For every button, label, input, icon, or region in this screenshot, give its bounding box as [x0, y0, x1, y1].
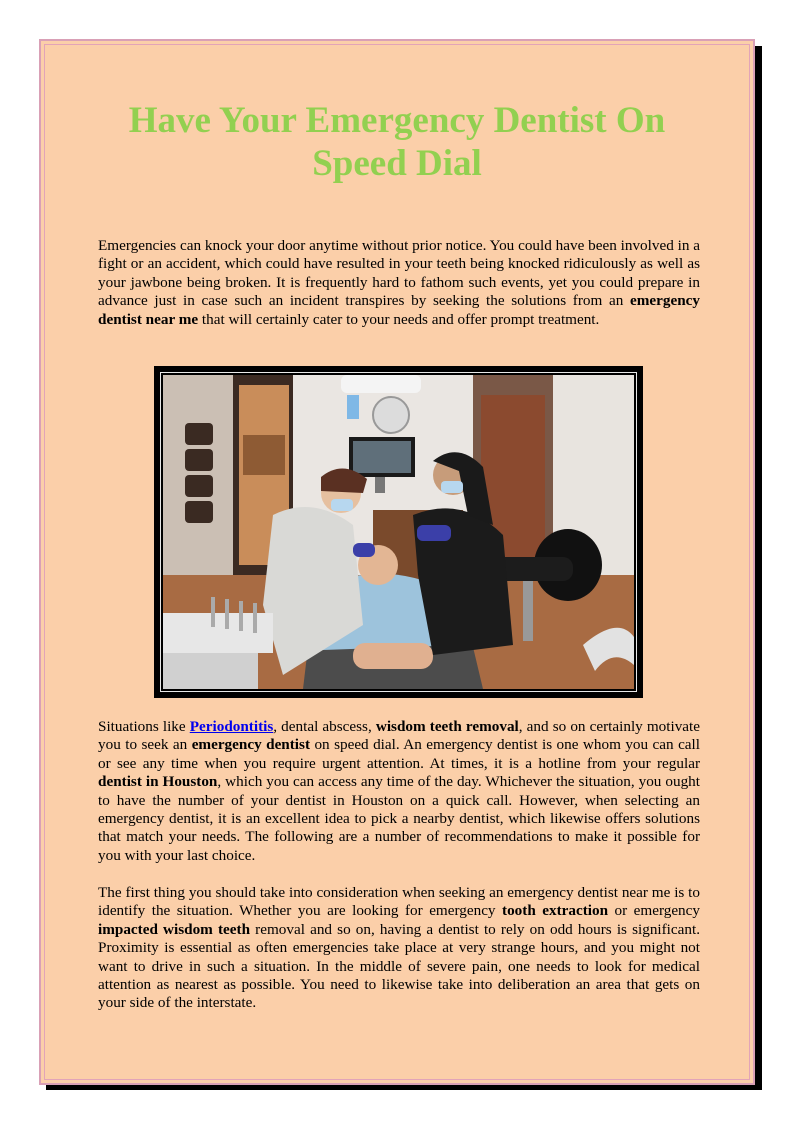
document-page — [39, 39, 755, 1085]
text-run: , dental abscess, — [273, 718, 376, 735]
text-run: removal and so on, having a dentist to rely on odd hours is significant. Proximity is essential as often emergencies take place at very strange hours, and you might not want to drive in such a situation. In the middle of severe pain, one needs to look for medical attention as nearest as possible. You need to likewise take into deliberation an area that gets on your side of the interstate. — [98, 920, 700, 1012]
intro-paragraph — [98, 237, 700, 329]
text-run: , and so on certainly motivate you to seek an — [98, 718, 701, 754]
bold-keyword: dentist in Houston — [98, 773, 218, 791]
bold-keyword: impacted wisdom teeth — [98, 920, 251, 938]
dental-procedure-photo-illustration — [163, 375, 634, 689]
text-run: Situations like — [98, 718, 190, 735]
dental-procedure-photo — [154, 366, 643, 698]
text-run: or emergency — [608, 902, 700, 920]
periodontitis-link[interactable]: Periodontitis — [189, 718, 274, 735]
bold-keyword: tooth extraction — [502, 902, 609, 920]
bold-keyword: emergency dentist — [191, 736, 310, 754]
body-paragraph-considerations — [98, 884, 700, 1013]
text-run: on speed dial. An emergency dentist is one whom you can call or see any time when you require urgent attention. At times, it is a hotline from your regular — [98, 736, 700, 772]
text-run: that will certainly cater to your needs and offer prompt treatment. — [198, 310, 600, 328]
text-run: Emergencies can knock your door anytime without prior notice. You could have been involved in a fight or an accident, which could have resulted in your teeth being knocked ridiculously as well as your jawbone being broken. It is frequently hard to fathom such events, yet you could prepare in advance just in case such an incident transpires by seeking the solutions from an — [98, 237, 700, 310]
bold-keyword: wisdom teeth removal — [375, 718, 519, 735]
page-title: Have Your Emergency Dentist On Speed Dial — [128, 100, 666, 184]
body-paragraph-situations — [98, 718, 700, 865]
photo-inner-border — [160, 372, 637, 692]
text-run: The first thing you should take into consideration when seeking an emergency dentist near me is to identify the situation. Whether you are looking for emergency — [98, 884, 700, 920]
text-run: , which you can access any time of the day. Whichever the situation, you ought to have the number of your dentist in Houston on a quick call. However, when selecting an emergency dentist, it is an excellent idea to pick a nearby dentist, which likewise offers solutions that match your needs. The following are a number of recommendations to make it possible for you with your last choice. — [98, 773, 700, 864]
bold-keyword: emergency dentist near me — [98, 292, 700, 328]
